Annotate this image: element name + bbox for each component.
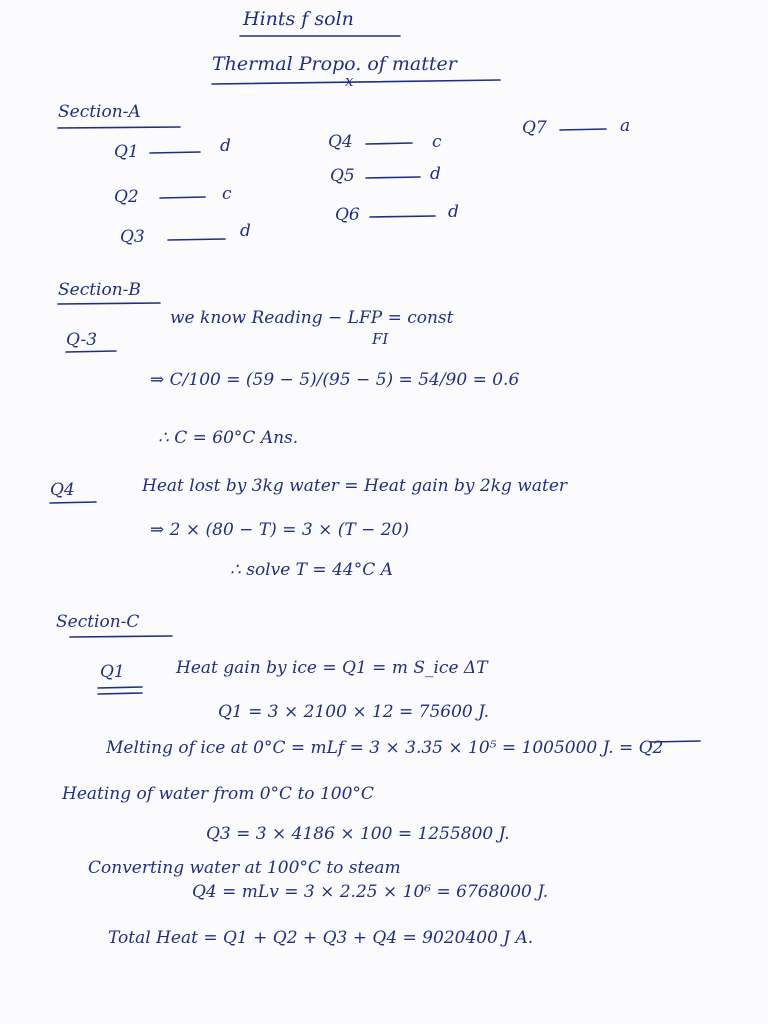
q3-line1: we know Reading − LFP = const (170, 308, 454, 328)
answer-q7-value: a (620, 116, 631, 136)
sc-q1-line6: Converting water at 100°C to steam (88, 858, 401, 878)
answer-q2-value: c (222, 184, 232, 204)
sc-q1-line3: Melting of ice at 0°C = mLf = 3 × 3.35 × 10⁵ = 1005000 J. = Q2 (106, 738, 664, 758)
answer-q1-value: d (220, 136, 231, 156)
answer-q3-value: d (240, 221, 251, 241)
q4-line3: ∴ solve T = 44°C A (230, 560, 393, 580)
sc-q1-line7: Q4 = mLv = 3 × 2.25 × 10⁶ = 6768000 J. (192, 882, 549, 902)
section-a-heading: Section-A (58, 102, 141, 122)
page-subtitle: Thermal Propo. of matter (212, 53, 457, 75)
answer-q3-label: Q3 (120, 227, 145, 247)
answer-q2-label: Q2 (114, 187, 139, 207)
answer-q6-label: Q6 (335, 205, 360, 225)
sc-q1-label: Q1 (100, 662, 125, 682)
sc-q1-line8: Total Heat = Q1 + Q2 + Q3 + Q4 = 9020400 J A. (108, 928, 534, 948)
sc-q1-line4: Heating of water from 0°C to 100°C (62, 784, 374, 804)
page-title: Hints f soln (243, 8, 354, 30)
subtitle-mark: x (345, 72, 354, 90)
section-c-heading: Section-C (56, 612, 140, 632)
q4-label: Q4 (50, 480, 75, 500)
answer-q5-value: d (430, 164, 441, 184)
answer-q4-label: Q4 (328, 132, 353, 152)
q3-line2: ⇒ C/100 = (59 − 5)/(95 − 5) = 54/90 = 0.6 (150, 370, 520, 390)
answer-q1-label: Q1 (114, 142, 139, 162)
sc-q1-line2: Q1 = 3 × 2100 × 12 = 75600 J. (218, 702, 490, 722)
q3-label: Q-3 (66, 330, 98, 350)
answer-q5-label: Q5 (330, 166, 355, 186)
section-b-heading: Section-B (58, 280, 141, 300)
answer-q7-label: Q7 (522, 118, 547, 138)
answer-q4-value: c (432, 132, 442, 152)
q4-line1: Heat lost by 3kg water = Heat gain by 2kg water (142, 476, 567, 496)
q3-line3: ∴ C = 60°C Ans. (158, 428, 299, 448)
answer-q6-value: d (448, 202, 459, 222)
q3-line1-denominator: FI (372, 330, 389, 348)
sc-q1-line1: Heat gain by ice = Q1 = m S_ice ΔT (176, 658, 488, 678)
sc-q1-line5: Q3 = 3 × 4186 × 100 = 1255800 J. (206, 824, 510, 844)
q4-line2: ⇒ 2 × (80 − T) = 3 × (T − 20) (150, 520, 410, 540)
